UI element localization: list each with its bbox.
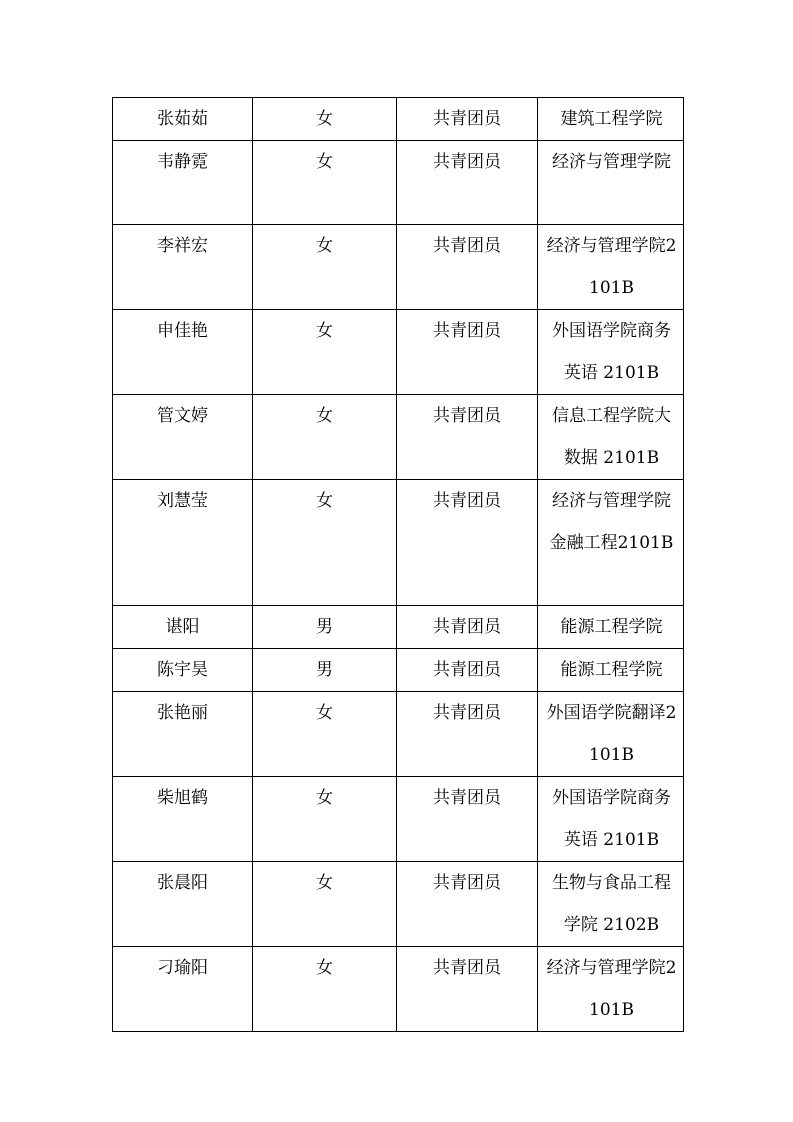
political-status-cell: 共青团员: [397, 141, 538, 225]
department-cell: 建筑工程学院: [538, 98, 684, 141]
name-cell: 管文婷: [113, 395, 253, 480]
political-status-cell: 共青团员: [397, 480, 538, 606]
gender-cell: 男: [253, 649, 397, 692]
department-cell: 经济与管理学院: [538, 141, 684, 225]
gender-cell: 女: [253, 225, 397, 310]
department-cell: 信息工程学院大数据 2101B: [538, 395, 684, 480]
table-row: [113, 310, 684, 395]
name-cell: 韦静霓: [113, 141, 253, 225]
department-cell: 能源工程学院: [538, 606, 684, 649]
table-row: [113, 98, 684, 141]
department-cell: 外国语学院商务英语 2101B: [538, 777, 684, 862]
political-status-cell: 共青团员: [397, 649, 538, 692]
name-cell: 刘慧莹: [113, 480, 253, 606]
name-cell: 柴旭鹤: [113, 777, 253, 862]
table-row: [113, 692, 684, 777]
table-row: [113, 395, 684, 480]
table-row: [113, 862, 684, 947]
department-cell: 经济与管理学院2101B: [538, 225, 684, 310]
political-status-cell: 共青团员: [397, 395, 538, 480]
gender-cell: 女: [253, 98, 397, 141]
political-status-cell: 共青团员: [397, 947, 538, 1032]
political-status-cell: 共青团员: [397, 98, 538, 141]
political-status-cell: 共青团员: [397, 606, 538, 649]
department-cell: 经济与管理学院金融工程2101B: [538, 480, 684, 606]
department-cell: 生物与食品工程学院 2102B: [538, 862, 684, 947]
gender-cell: 女: [253, 692, 397, 777]
gender-cell: 女: [253, 141, 397, 225]
name-cell: 陈宇昊: [113, 649, 253, 692]
gender-cell: 女: [253, 777, 397, 862]
department-cell: 能源工程学院: [538, 649, 684, 692]
department-cell: 外国语学院商务英语 2101B: [538, 310, 684, 395]
political-status-cell: 共青团员: [397, 310, 538, 395]
table-row: [113, 141, 684, 225]
table-row: [113, 947, 684, 1032]
name-cell: 谌阳: [113, 606, 253, 649]
political-status-cell: 共青团员: [397, 862, 538, 947]
political-status-cell: 共青团员: [397, 777, 538, 862]
table-row: [113, 225, 684, 310]
gender-cell: 女: [253, 947, 397, 1032]
member-roster-table: [112, 97, 684, 1032]
name-cell: 张艳丽: [113, 692, 253, 777]
department-cell: 经济与管理学院2101B: [538, 947, 684, 1032]
name-cell: 张晨阳: [113, 862, 253, 947]
gender-cell: 男: [253, 606, 397, 649]
gender-cell: 女: [253, 862, 397, 947]
name-cell: 张茹茹: [113, 98, 253, 141]
department-cell: 外国语学院翻译2101B: [538, 692, 684, 777]
gender-cell: 女: [253, 310, 397, 395]
table-row: [113, 649, 684, 692]
name-cell: 李祥宏: [113, 225, 253, 310]
name-cell: 刁瑜阳: [113, 947, 253, 1032]
gender-cell: 女: [253, 395, 397, 480]
political-status-cell: 共青团员: [397, 692, 538, 777]
political-status-cell: 共青团员: [397, 225, 538, 310]
table-row: [113, 480, 684, 606]
name-cell: 申佳艳: [113, 310, 253, 395]
gender-cell: 女: [253, 480, 397, 606]
table-row: [113, 606, 684, 649]
table-row: [113, 777, 684, 862]
